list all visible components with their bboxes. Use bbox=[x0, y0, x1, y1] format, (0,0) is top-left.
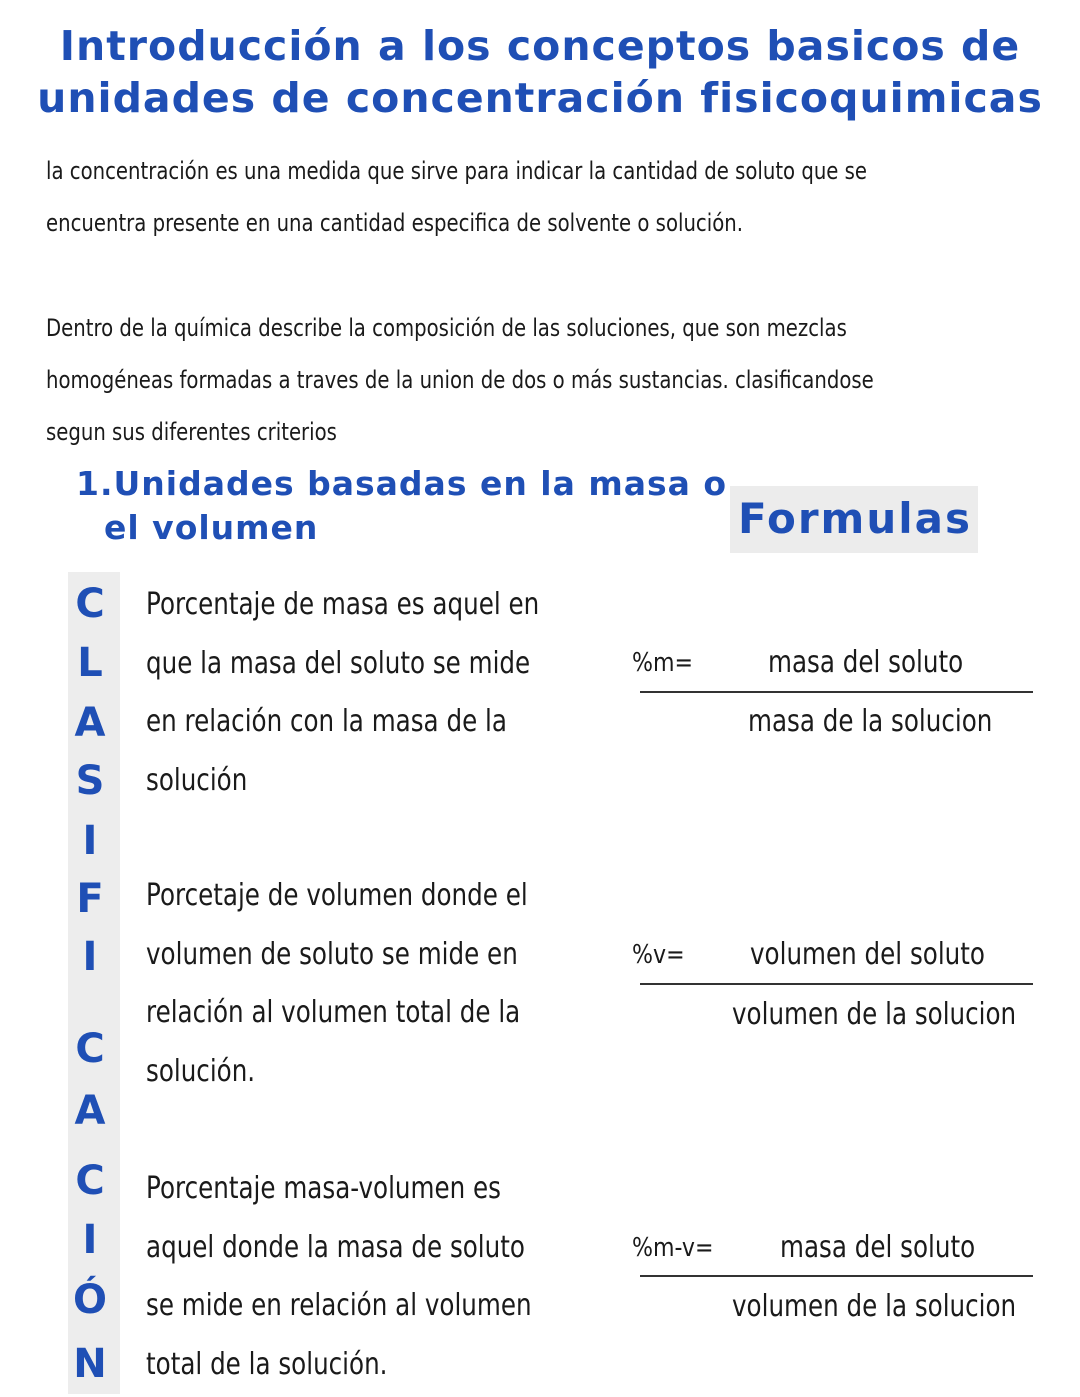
formula-denominator-volume: volumen de la solucion bbox=[732, 997, 1017, 1032]
context-line: homogéneas formadas a traves de la union de dos o más sustancias. clasificandose bbox=[46, 366, 874, 394]
description-line: solución bbox=[146, 762, 248, 798]
formula-label-mass: %m= bbox=[632, 648, 694, 678]
section-heading-line-2: el volumen bbox=[104, 508, 319, 547]
unit-description-volume bbox=[146, 867, 528, 1101]
fraction-bar-volume bbox=[640, 983, 1033, 985]
intro-line: encuentra presente en una cantidad especifica de solvente o solución. bbox=[46, 209, 743, 237]
classification-letter: C bbox=[75, 581, 105, 627]
unit-description-mass bbox=[146, 576, 539, 810]
intro-paragraph bbox=[46, 145, 1036, 249]
description-line: se mide en relación al volumen bbox=[146, 1288, 532, 1323]
description-line: Porcetaje de volumen donde el bbox=[146, 878, 528, 913]
description-line: que la masa del soluto se mide bbox=[146, 645, 531, 681]
classification-letter: N bbox=[73, 1341, 107, 1387]
context-paragraph bbox=[46, 302, 1036, 458]
section-heading-line-1: 1.Unidades basadas en la masa o bbox=[76, 464, 728, 503]
classification-letter: C bbox=[75, 1026, 105, 1072]
intro-line: la concentración es una medida que sirve para indicar la cantidad de soluto que se bbox=[46, 157, 868, 185]
page-title-line-2: unidades de concentración fisicoquimicas bbox=[37, 74, 1043, 122]
description-line: en relación con la masa de la bbox=[146, 704, 507, 739]
classification-letter: C bbox=[75, 1158, 105, 1204]
formulas-heading: Formulas bbox=[738, 494, 972, 543]
description-line: volumen de soluto se mide en bbox=[146, 936, 518, 972]
classification-letter: I bbox=[82, 818, 98, 864]
section-heading bbox=[76, 462, 727, 550]
formula-numerator-mass-volume: masa del soluto bbox=[780, 1230, 976, 1265]
description-line: total de la solución. bbox=[146, 1346, 388, 1382]
description-line: aquel donde la masa de soluto bbox=[146, 1229, 525, 1265]
classification-letter: L bbox=[77, 640, 103, 686]
description-line: Porcentaje masa-volumen es bbox=[146, 1171, 501, 1206]
classification-letter: I bbox=[82, 934, 98, 980]
formula-denominator-mass: masa de la solucion bbox=[748, 704, 993, 739]
formula-denominator-mass-volume: volumen de la solucion bbox=[732, 1289, 1017, 1324]
fraction-bar-mass-volume bbox=[640, 1275, 1033, 1277]
description-line: Porcentaje de masa es aquel en bbox=[146, 587, 540, 622]
classification-letter: A bbox=[74, 1088, 106, 1134]
unit-description-mass-volume bbox=[146, 1160, 532, 1394]
formula-numerator-volume: volumen del soluto bbox=[750, 937, 985, 972]
context-line: segun sus diferentes criterios bbox=[46, 418, 337, 446]
formula-numerator-mass: masa del soluto bbox=[768, 645, 964, 680]
description-line: solución. bbox=[146, 1053, 256, 1089]
page-title-line-1: Introducción a los conceptos basicos de bbox=[59, 22, 1021, 70]
classification-letter: S bbox=[75, 758, 105, 804]
classification-letter: Ó bbox=[72, 1277, 107, 1323]
formula-label-mass-volume: %m-v= bbox=[632, 1233, 714, 1263]
classification-letter: A bbox=[74, 700, 106, 746]
classification-letter: I bbox=[82, 1217, 98, 1263]
description-line: relación al volumen total de la bbox=[146, 995, 521, 1030]
context-line: Dentro de la química describe la composición de las soluciones, que son mezclas bbox=[46, 314, 847, 342]
fraction-bar-mass bbox=[640, 691, 1033, 693]
formula-label-volume: %v= bbox=[632, 940, 685, 970]
classification-letter: F bbox=[76, 876, 104, 922]
